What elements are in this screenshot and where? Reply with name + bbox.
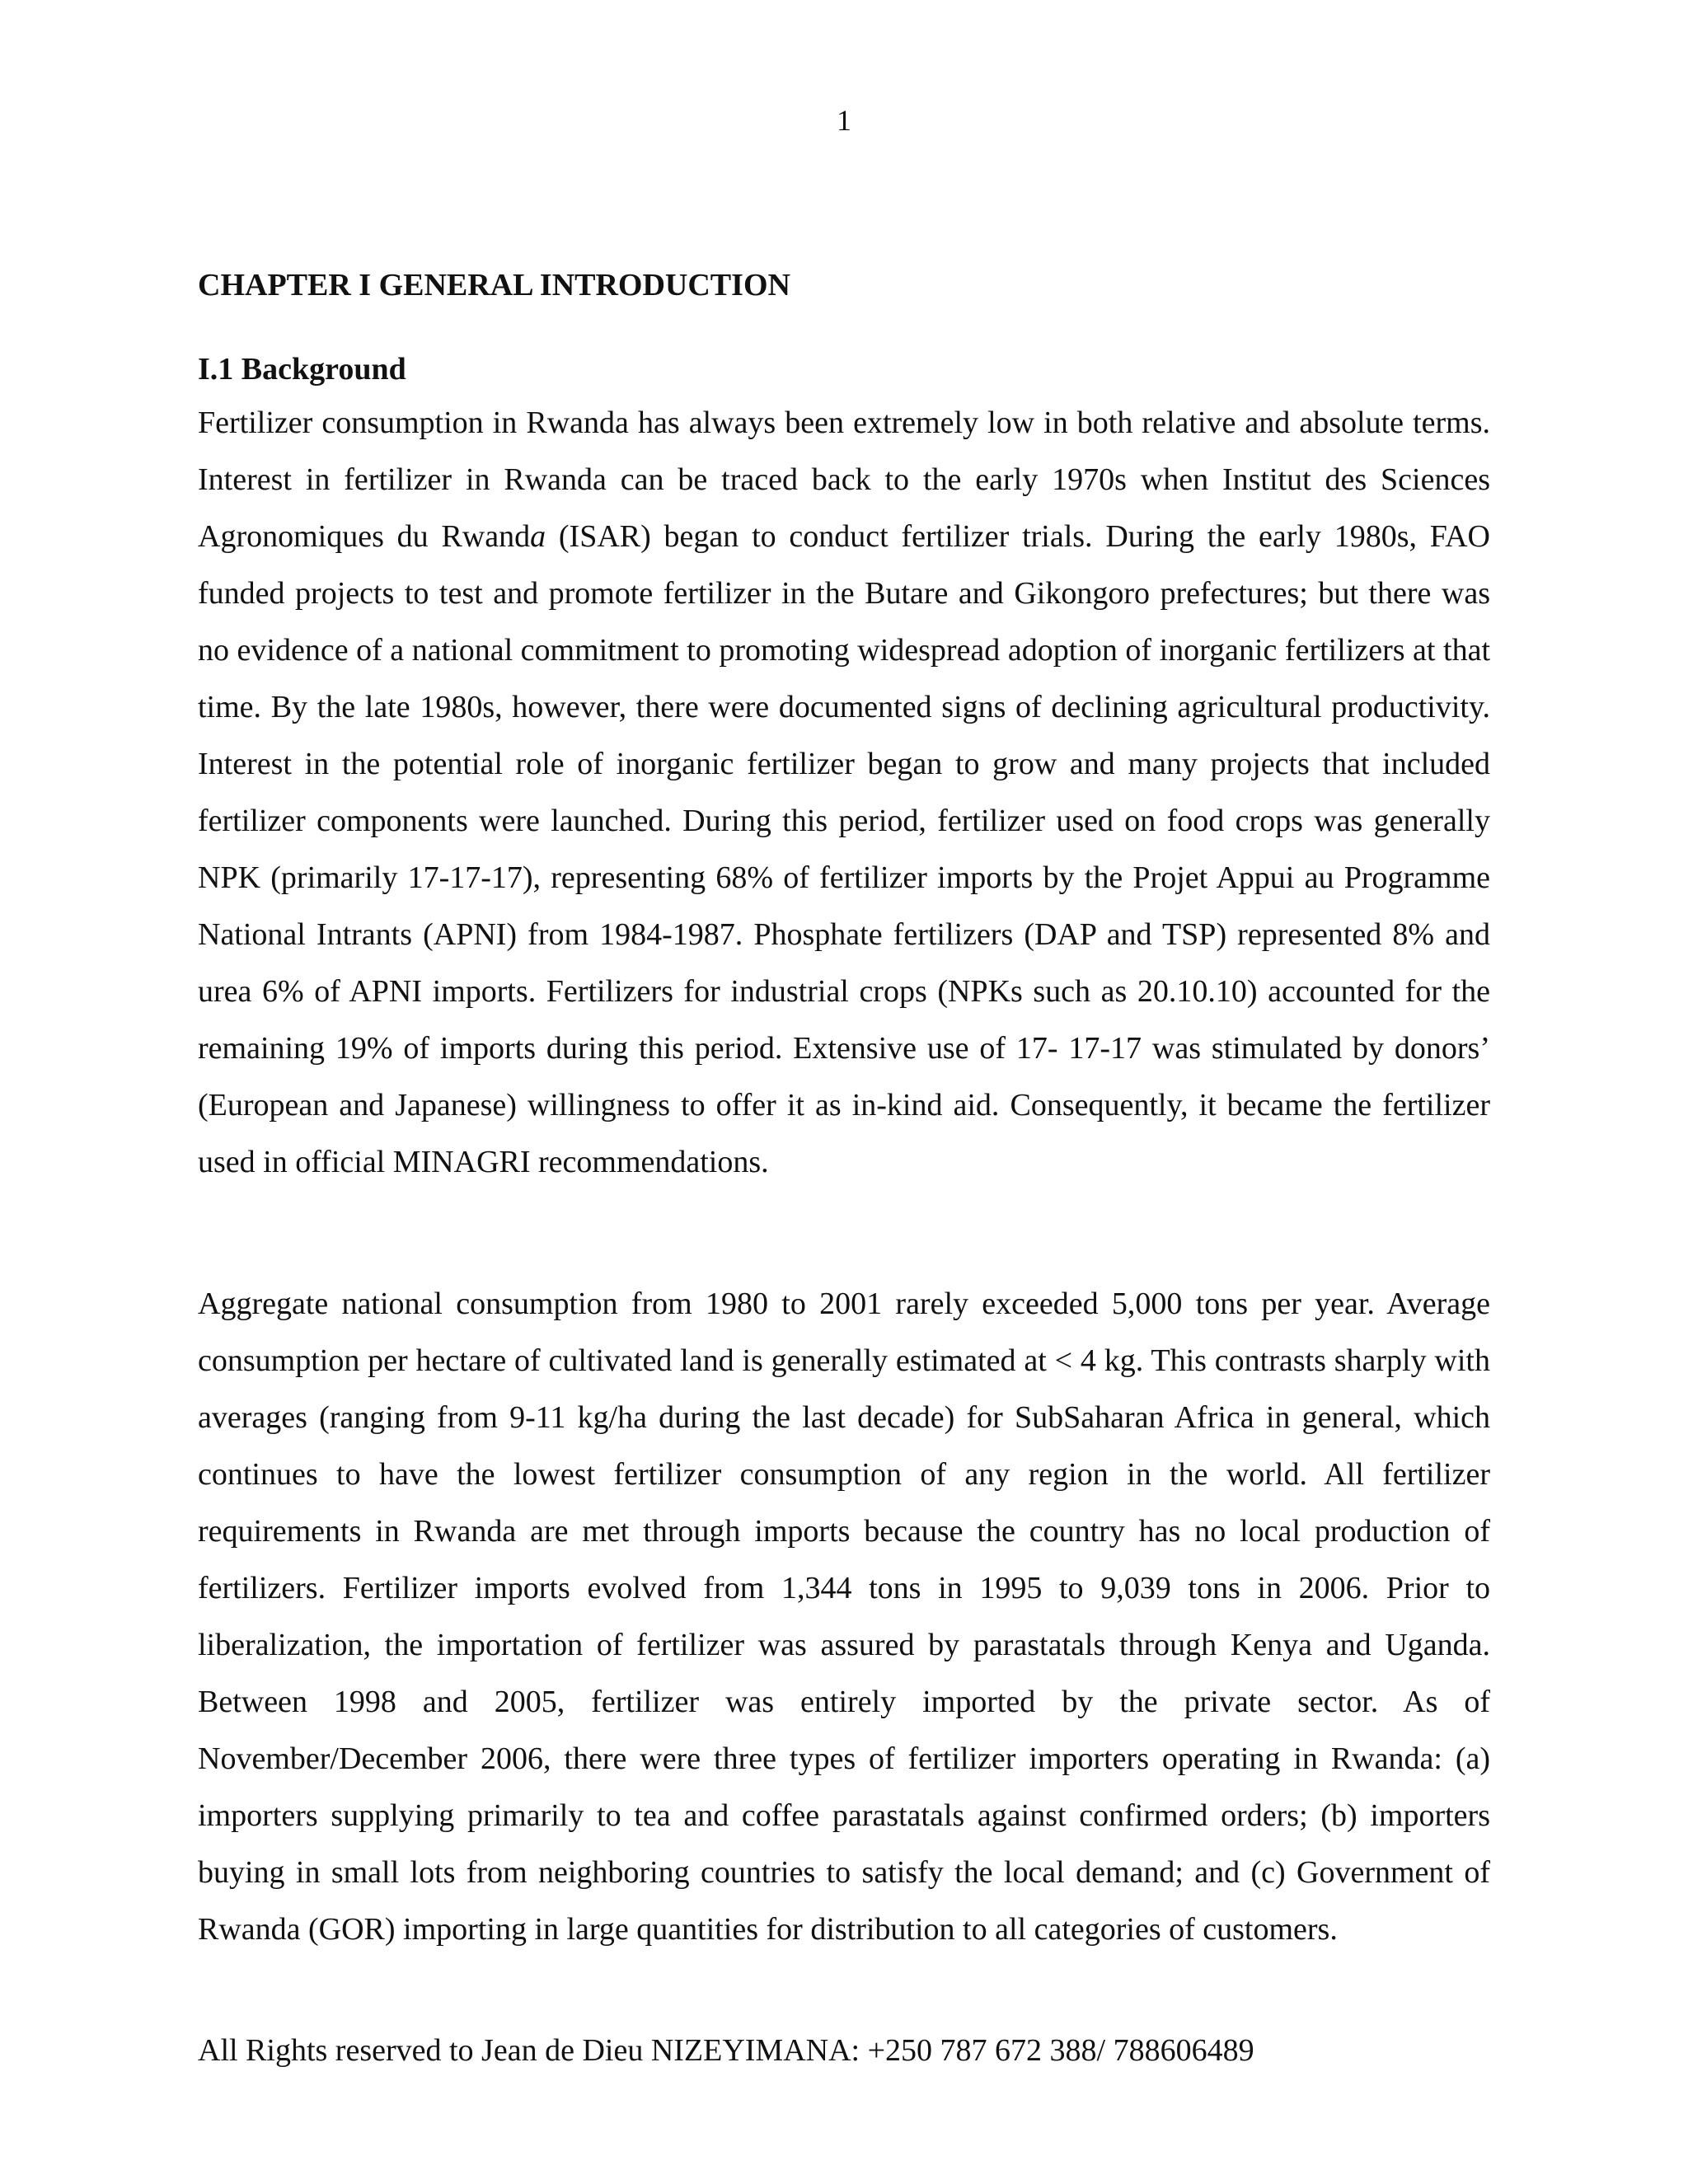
section-title: I.1 Background — [198, 352, 406, 387]
paragraph-text: (ISAR) began to conduct fertilizer trials. During the early 1980s, FAO funded projects to test and promote fertilizer in the Butare and Gikongoro prefectures; but there was no evidence of a national commitment to promoting widespread adoption of inorganic fertilizers at that time. By the late 1980s, however, there were documented signs of declining agricultural productivity. Interest in the potential role of inorganic fertilizer began to grow and many projects that included fertilizer components were launched. During this period, fertilizer used on food crops was generally NPK (primarily 17-17-17), representing 68% of fertilizer imports by the Projet Appui au Programme National Intrants (APNI) from 1984-1987. Phosphate fertilizers (DAP and TSP) represented 8% and urea 6% of APNI imports. Fertilizers for industrial crops (NPKs such as 20.10.10) accounted for the remaining 19% of imports during this period. Extensive use of 17- 17-17 was stimulated by donors’ (European and Japanese) willingness to offer it as in-kind aid. Consequently, it became the fertilizer used in official MINAGRI recommendations. — [198, 519, 1490, 1179]
chapter-title: CHAPTER I GENERAL INTRODUCTION — [198, 268, 790, 302]
page-number: 1 — [837, 104, 851, 137]
paragraph-background-1 — [198, 395, 1490, 1191]
paragraph-italic-text: a — [530, 519, 546, 554]
footer-copyright: All Rights reserved to Jean de Dieu NIZEYIMANA: +250 787 672 388/ 788606489 — [198, 2033, 1254, 2068]
paragraph-background-2: Aggregate national consumption from 1980 to 2001 rarely exceeded 5,000 tons per year. Average consumption per hectare of cultivated land is generally estimated at < 4 kg. This contrasts sharply with averages (ranging from 9-11 kg/ha during the last decade) for SubSaharan Africa in general, which continues to have the lowest fertilizer consumption of any region in the world. All fertilizer requirements in Rwanda are met through imports because the country has no local production of fertilizers. Fertilizer imports evolved from 1,344 tons in 1995 to 9,039 tons in 2006. Prior to liberalization, the importation of fertilizer was assured by parastatals through Kenya and Uganda. Between 1998 and 2005, fertilizer was entirely imported by the private sector. As of November/December 2006, there were three types of fertilizer importers operating in Rwanda: (a) importers supplying primarily to tea and coffee parastatals against confirmed orders; (b) importers buying in small lots from neighboring countries to satisfy the local demand; and (c) Government of Rwanda (GOR) importing in large quantities for distribution to all categories of customers. — [198, 1286, 1490, 1947]
paragraph-text: Fertilizer consumption in Rwanda has always been extremely low in both relative and absolute terms. Interest in fertilizer in Rwanda can be traced back to the early 1970s when Institut des Sciences Agronomiques du Rwand — [198, 405, 1490, 554]
